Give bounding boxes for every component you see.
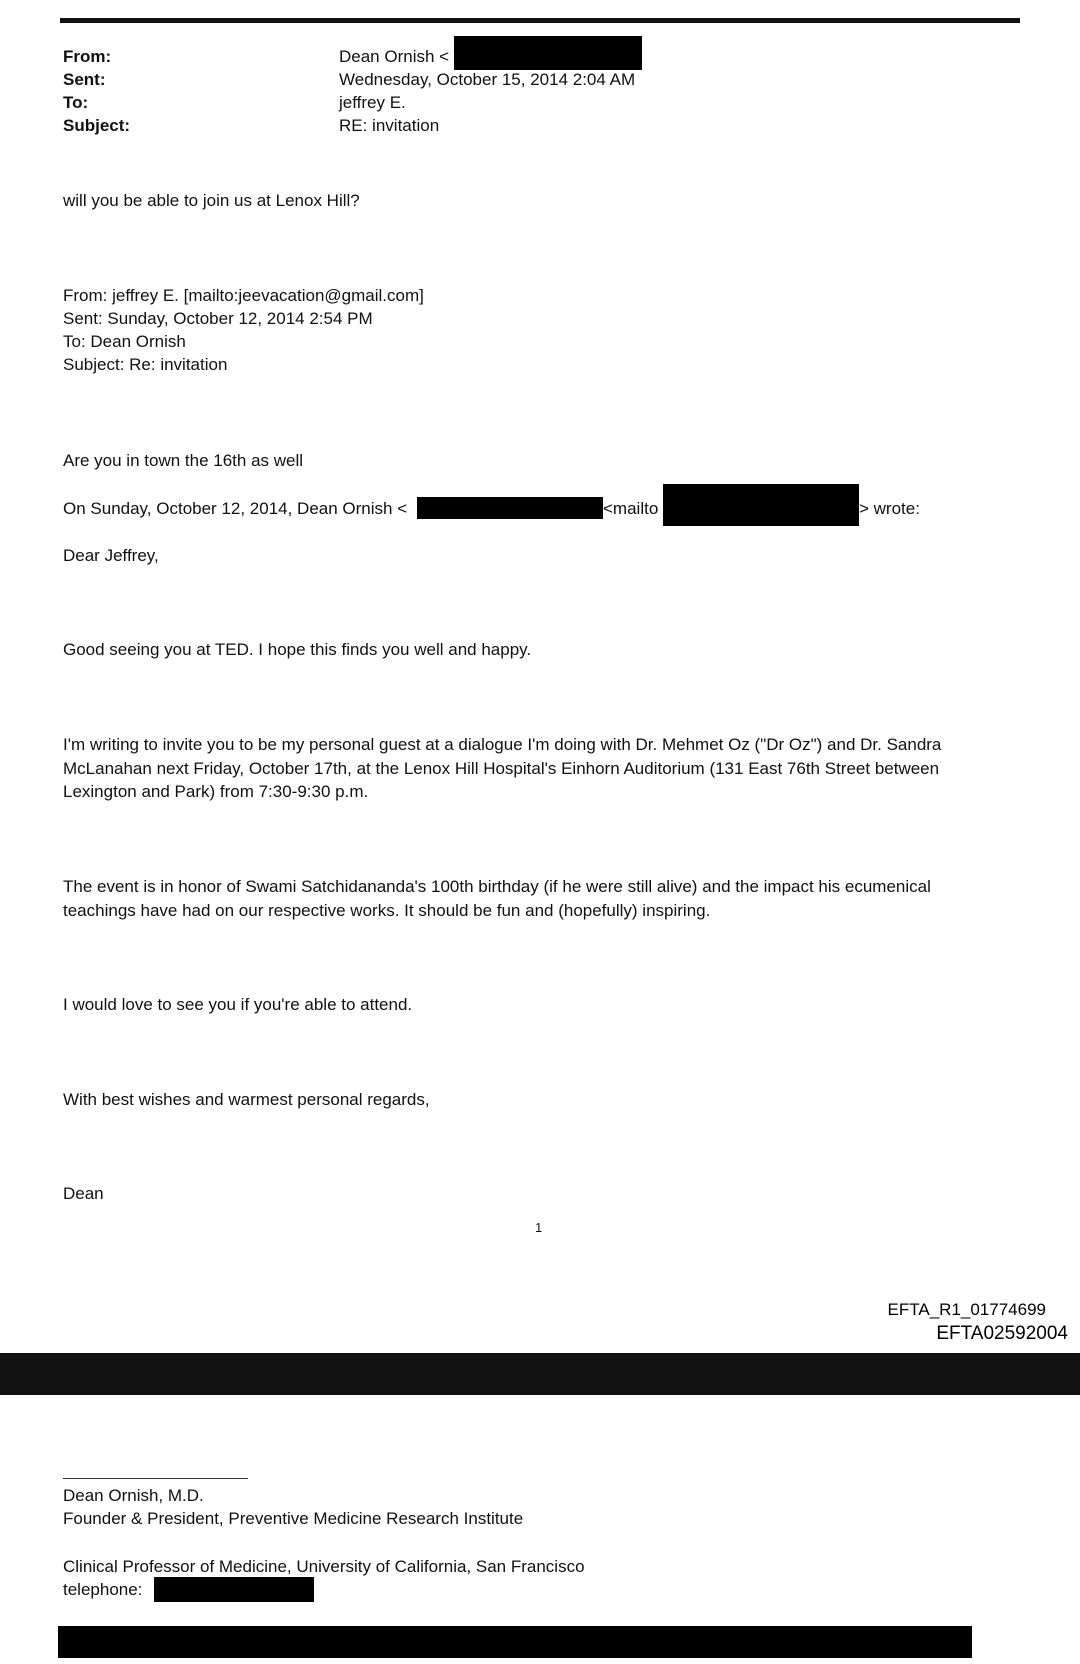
from-label: From: [63,47,112,66]
paragraph-2: I'm writing to invite you to be my personal guest at a dialogue I'm doing with Dr. Mehmet Oz ("Dr Oz") and Dr. Sandra McLanahan next Friday, October 17th, at the Lenox Hill Hospital's Einhorn Auditorium (131 East 76th Street between Lexington and Park) from 7:30-9:30 p.m. [63,735,942,801]
redaction-from-email [454,36,642,70]
quoted-body: Are you in town the 16th as well [63,451,304,470]
to-label: To: [63,93,89,112]
redaction-bottom-bar [58,1626,972,1658]
paragraph-3: The event is in honor of Swami Satchidananda's 100th birthday (if he were still alive) and the impact his ecumenical teachings have had on our respective works. It should be fun and (hopefully) inspiring. [63,877,931,920]
signature-professor: Clinical Professor of Medicine, University of California, San Francisco [63,1557,585,1576]
signature-rule [63,1478,248,1479]
paragraph-4: I would love to see you if you're able to attend. [63,995,413,1014]
subject-value: RE: invitation [339,116,440,135]
signature-name: Dean Ornish, M.D. [63,1486,204,1505]
top-rule [60,18,1020,23]
closing: With best wishes and warmest personal regards, [63,1090,430,1109]
quoted-from: From: jeffrey E. [mailto:jeevacation@gmail.com] [63,286,424,305]
subject-label: Subject: [63,116,131,135]
quoted-to: To: Dean Ornish [63,332,186,351]
doc-id-2: EFTA02592004 [936,1323,1068,1344]
to-value: jeffrey E. [339,93,406,112]
reply-body: will you be able to join us at Lenox Hill? [63,191,360,210]
paragraph-1: Good seeing you at TED. I hope this finds you well and happy. [63,640,532,659]
signature-telephone-label: telephone: [63,1580,143,1599]
sent-value: Wednesday, October 15, 2014 2:04 AM [339,70,636,89]
from-value: Dean Ornish < [339,47,450,66]
signoff-name: Dean [63,1184,104,1203]
signature-title: Founder & President, Preventive Medicine Research Institute [63,1509,524,1528]
wrote-line-suffix: > wrote: [859,499,920,518]
wrote-line-prefix: On Sunday, October 12, 2014, Dean Ornish < [63,499,408,518]
greeting: Dear Jeffrey, [63,546,159,565]
sent-label: Sent: [63,70,106,89]
page-number: 1 [535,1220,543,1235]
redaction-mailto-address [663,484,859,526]
wrote-line-mailto: <mailto [603,499,659,518]
doc-id-1: EFTA_R1_01774699 [887,1300,1046,1319]
quoted-subject: Subject: Re: invitation [63,355,228,374]
redaction-telephone [154,1577,314,1602]
quoted-sent: Sent: Sunday, October 12, 2014 2:54 PM [63,309,373,328]
redaction-sender-email [417,497,603,519]
page-break-band [0,1353,1080,1395]
